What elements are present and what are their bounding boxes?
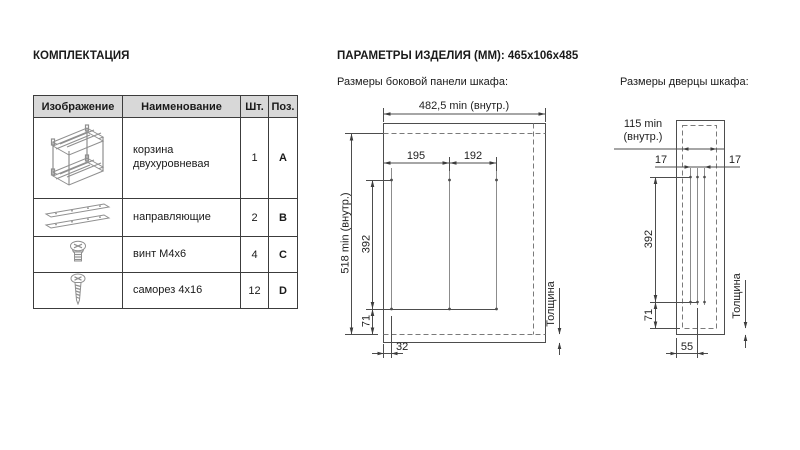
dim-door-hole-height: 392 xyxy=(643,229,655,249)
dim-panel-height: 518 min (внутр.) xyxy=(339,192,352,274)
item-name: направляющие xyxy=(133,210,211,223)
dim-door-bottom: 71 xyxy=(643,308,655,322)
dim-door-right: 17 xyxy=(728,154,742,166)
item-name: саморез 4x16 xyxy=(133,283,203,296)
item-pos: A xyxy=(269,118,298,199)
table-row-basket xyxy=(34,118,298,199)
dim-panel-hole-height: 392 xyxy=(360,234,373,254)
col-header-image: Изображение xyxy=(34,96,123,118)
dim-door-width-line1: 115 min xyxy=(623,118,663,130)
self-tapping-screw-image xyxy=(68,273,88,305)
item-qty: 2 xyxy=(241,199,269,237)
slide-rails-image xyxy=(42,201,114,231)
kit-title: КОМПЛЕКТАЦИЯ xyxy=(33,50,130,62)
dim-panel-width: 482,5 min (внутр.) xyxy=(418,100,510,112)
dim-panel-front: 32 xyxy=(396,341,409,353)
dim-door-width-line2: (внутр.) xyxy=(623,131,663,143)
panel-drawing-subtitle: Размеры боковой панели шкафа: xyxy=(337,76,509,88)
col-header-qty: Шт. xyxy=(241,96,269,118)
item-qty: 1 xyxy=(241,118,269,199)
item-pos: D xyxy=(269,273,298,309)
table-row-selftapper xyxy=(34,273,298,309)
dim-panel-bottom: 71 xyxy=(360,314,373,328)
col-header-name: Наименование xyxy=(123,96,241,118)
door-thickness-label: Толщина xyxy=(731,273,743,319)
item-pos: B xyxy=(269,199,298,237)
dim-panel-hole-left: 195 xyxy=(406,150,426,162)
panel-drawing xyxy=(332,92,577,377)
dim-door-left: 17 xyxy=(654,154,668,166)
dim-panel-hole-right: 192 xyxy=(463,150,483,162)
params-title: ПАРАМЕТРЫ ИЗДЕЛИЯ (ММ): 465x106x485 xyxy=(337,50,579,62)
item-pos: C xyxy=(269,237,298,273)
table-row-screw xyxy=(34,237,298,273)
two-level-basket-image xyxy=(43,122,113,192)
item-name: корзина двухуровневая xyxy=(133,144,210,170)
item-qty: 12 xyxy=(241,273,269,309)
item-qty: 4 xyxy=(241,237,269,273)
kit-table xyxy=(33,95,298,309)
col-header-pos: Поз. xyxy=(269,96,298,118)
panel-thickness-label: Толщина xyxy=(545,281,557,327)
door-drawing-subtitle: Размеры дверцы шкафа: xyxy=(620,76,749,88)
machine-screw-image xyxy=(68,240,88,266)
table-row-rails xyxy=(34,199,298,237)
dim-door-bottom-width: 55 xyxy=(680,341,694,353)
kit-table-header-row xyxy=(34,96,298,118)
door-drawing xyxy=(610,92,765,372)
item-name: винт M4x6 xyxy=(133,247,187,260)
